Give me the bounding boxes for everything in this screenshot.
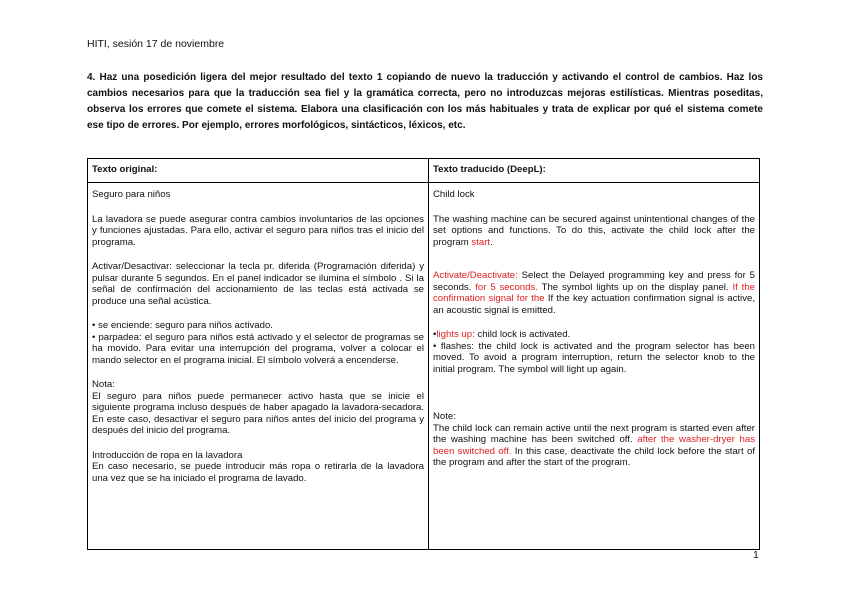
table-header-row [88,159,760,183]
edited-text: If the confirmation signal for the [433,281,755,304]
translated-bullet: • flashes: the child lock is activated and the program selector has been moved. To avoid a program interruption, return the selector knob to the initial program. The symbol will light up again. [433,340,755,375]
header-translated: Texto traducido (DeepL): [429,159,760,183]
edited-text: lights up: [436,329,475,340]
original-bullet: • parpadea: el seguro para niños está activado y el selector de programas se ha movido. Para evitar una interrupción del programa, volver a colocar el mando selector en el programa inicial. El símbolo volverá a encenderse. [92,331,424,366]
translated-title: Child lock [433,189,475,200]
translated-bullet: •lights up: child lock is activated. [433,329,571,340]
original-title: Seguro para niños [92,189,171,200]
edited-text: for 5 seconds. [475,281,538,293]
translated-note: The child lock can remain active until the next program is started even after the washing machine has been switched off. after the washer-dryer has been switched off. In this case, deactivate the child lock before the start of the program and after the start of the program. [433,422,755,468]
edited-text: after the washer-dryer has been switched off. [433,434,755,457]
original-note: El seguro para niños puede permanecer activo hasta que se inicie el siguiente programa incluso después de haber apagado la lavadora-secadora. En este caso, desactivar el seguro para niños antes del inicio del programa y después del inicio del programa. [92,390,424,436]
document-header: HITI, sesión 17 de noviembre [87,38,225,50]
original-text-cell [88,183,429,550]
original-paragraph: En caso necesario, se puede introducir más ropa o retirarla de la lavadora una vez que se ha iniciado el programa de lavado. [92,461,424,484]
original-note-label: Nota: [92,379,115,390]
translation-table [87,158,760,550]
original-paragraph: La lavadora se puede asegurar contra cambios involuntarios de las opciones y funciones ajustadas. Para ello, activar el seguro para niños tras el inicio del programa. [92,213,424,248]
edited-text: Activate/Deactivate: [433,270,518,281]
exercise-instruction: 4. Haz una posedición ligera del mejor resultado del texto 1 copiando de nuevo la traducción y activando el control de cambios. Haz los cambios necesarios para que la traducción sea fiel y la gramática correcta, pero no introduzcas mejoras estilísticas. Mientras poseditas, observa los errores que comete el sistema. Elabora una clasificación con los más habituales y trata de explicar por qué el sistema comete ese tipo de errores. Por ejemplo, errores morfológicos, sintácticos, léxicos, etc. [87,72,763,131]
translated-text-cell [429,183,760,550]
original-bullet: • se enciende: seguro para niños activado. [92,320,273,331]
table-content-row [88,183,760,550]
original-paragraph: Activar/Desactivar: seleccionar la tecla pr. diferida (Programación diferida) y pulsar durante 5 segundos. En el panel indicador se ilumina el símbolo . Si la señal de confirmación del accionamiento de las teclas está activada se produce una señal acústica. [92,261,424,307]
edited-text: start [471,236,491,248]
translated-note-label: Note: [433,411,456,422]
page-number: 1 [753,549,759,561]
translated-paragraph: Activate/Deactivate: Select the Delayed programming key and press for 5 seconds. for 5 seconds. The symbol lights up on the display panel. If the confirmation signal for the If the key actuation confirmation signal is active, an acoustic signal is emitted. [433,270,755,316]
translated-paragraph: The washing machine can be secured against unintentional changes of the set options and functions. To do this, activate the child lock after the program start. [433,213,755,248]
original-subheading: Introducción de ropa en la lavadora [92,449,243,461]
header-original: Texto original: [88,159,429,183]
